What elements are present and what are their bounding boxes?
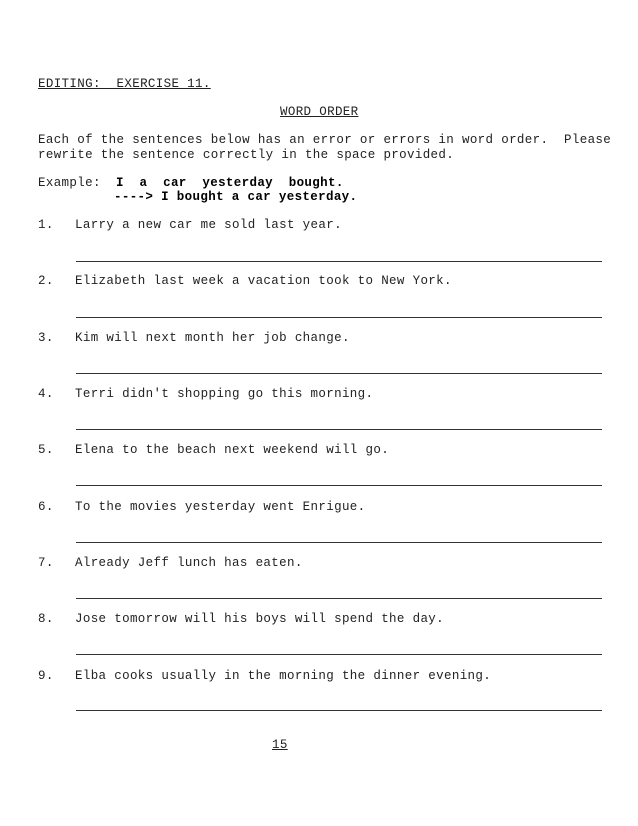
item-sentence: Terri didn't shopping go this morning. — [75, 387, 374, 401]
section-heading: WORD ORDER — [280, 105, 359, 119]
item-number: 4. — [38, 387, 54, 401]
item-sentence: Already Jeff lunch has eaten. — [75, 556, 303, 570]
item-sentence: To the movies yesterday went Enrigue. — [75, 500, 366, 514]
item-number: 5. — [38, 443, 54, 457]
item-sentence: Jose tomorrow will his boys will spend the day. — [75, 612, 445, 626]
page-number: 15 — [272, 738, 288, 752]
item-number: 1. — [38, 218, 54, 232]
item-number: 2. — [38, 274, 54, 288]
item-sentence: Elena to the beach next weekend will go. — [75, 443, 390, 457]
item-sentence: Kim will next month her job change. — [75, 331, 350, 345]
answer-line[interactable] — [76, 429, 602, 430]
answer-line[interactable] — [76, 542, 602, 543]
instructions-line-1: Each of the sentences below has an error or errors in word order. Please — [38, 133, 612, 147]
instructions-line-2: rewrite the sentence correctly in the space provided. — [38, 148, 455, 162]
answer-line[interactable] — [76, 317, 602, 318]
answer-line[interactable] — [76, 598, 602, 599]
item-sentence: Elizabeth last week a vacation took to New York. — [75, 274, 452, 288]
answer-line[interactable] — [76, 710, 602, 711]
item-number: 9. — [38, 669, 54, 683]
answer-line[interactable] — [76, 261, 602, 262]
answer-line[interactable] — [76, 654, 602, 655]
item-sentence: Elba cooks usually in the morning the dinner evening. — [75, 669, 492, 683]
answer-line[interactable] — [76, 373, 602, 374]
item-number: 3. — [38, 331, 54, 345]
example-correct-sentence: ----> I bought a car yesterday. — [114, 190, 358, 204]
item-number: 7. — [38, 556, 54, 570]
example-label: Example: — [38, 176, 101, 190]
example-wrong-sentence: I a car yesterday bought. — [116, 176, 344, 190]
exercise-title: EDITING: EXERCISE 11. — [38, 77, 211, 91]
item-number: 6. — [38, 500, 54, 514]
item-sentence: Larry a new car me sold last year. — [75, 218, 342, 232]
answer-line[interactable] — [76, 485, 602, 486]
item-number: 8. — [38, 612, 54, 626]
